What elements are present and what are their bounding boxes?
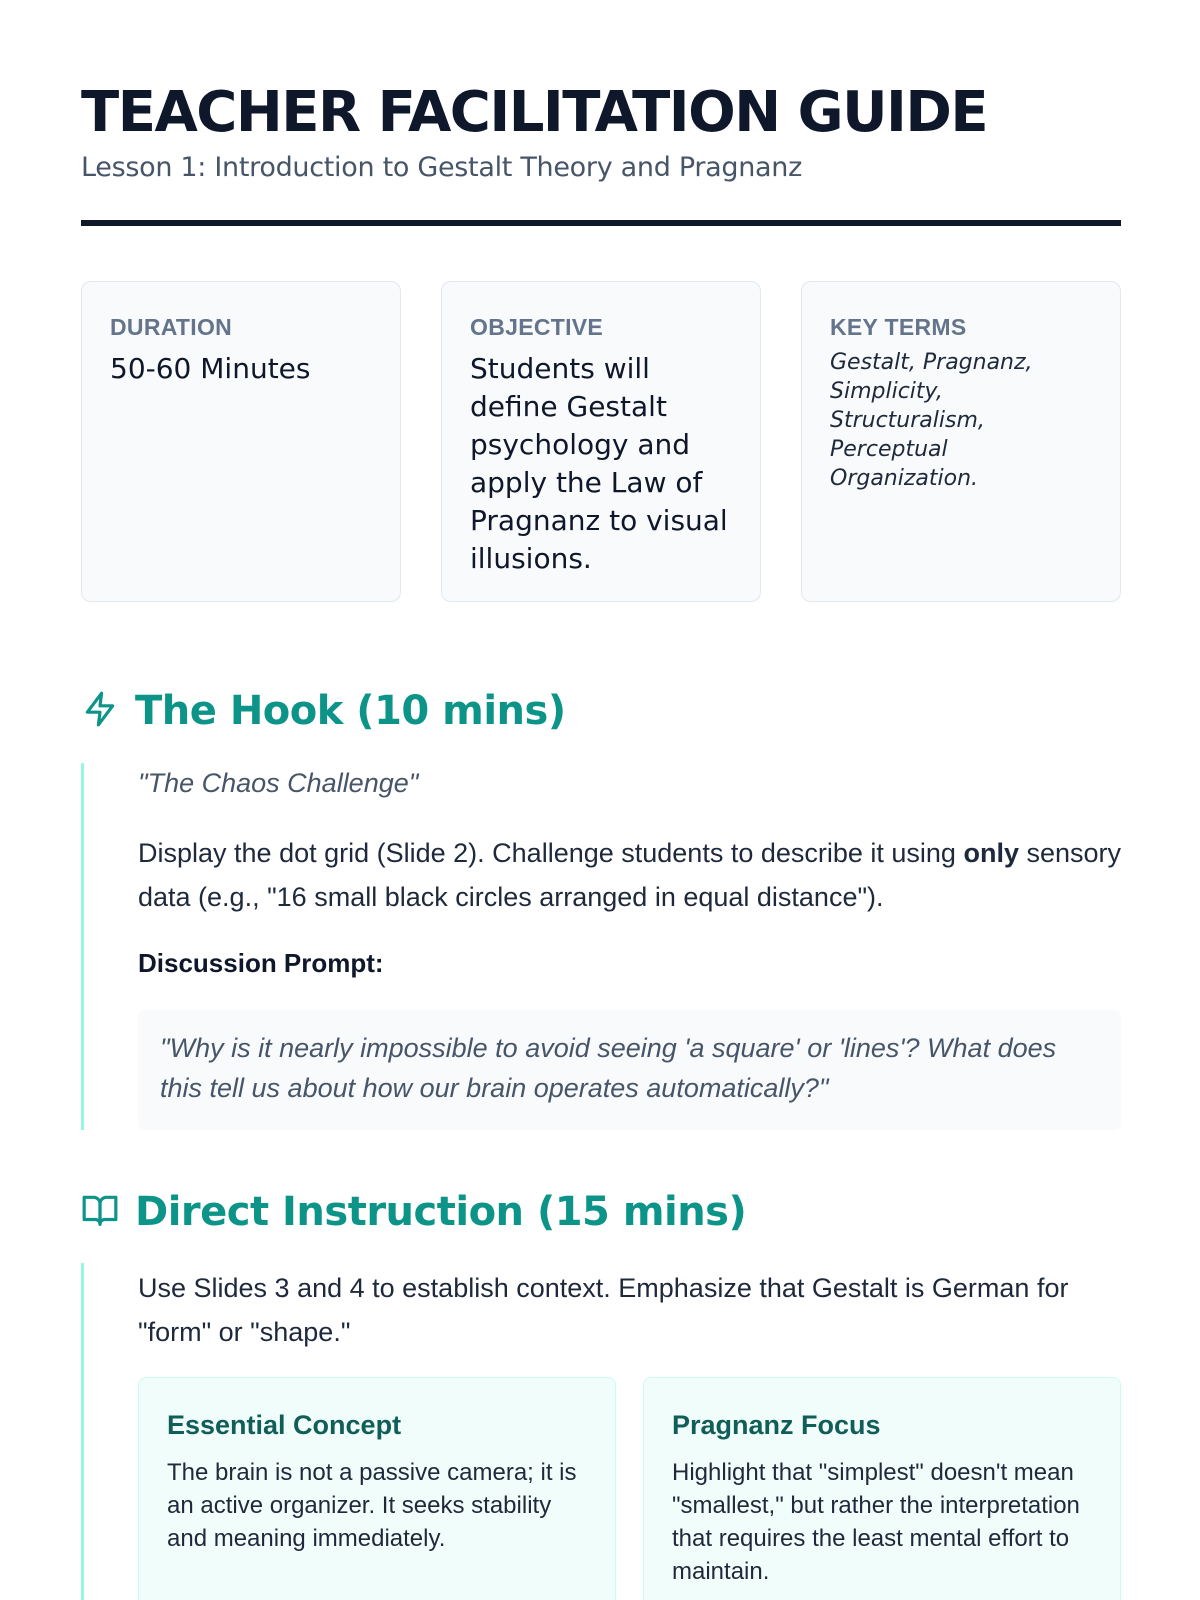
key-terms-card: [801, 281, 1121, 602]
essential-concept-title: Essential Concept: [167, 1410, 402, 1440]
pragnanz-focus-card: [643, 1377, 1121, 1600]
hook-activity-name: "The Chaos Challenge": [138, 768, 419, 798]
objective-label: OBJECTIVE: [470, 314, 604, 340]
hook-instruction: [138, 831, 1128, 919]
hook-accent-bar: [81, 763, 84, 1130]
objective-card: [441, 281, 761, 602]
page-subtitle: Lesson 1: Introduction to Gestalt Theory and Pragnanz: [81, 152, 802, 183]
discussion-prompt-text: "Why is it nearly impossible to avoid seeing 'a square' or 'lines'? What does this tell us about how our brain operates automatically?": [160, 1033, 1057, 1103]
header-divider: [81, 220, 1121, 226]
discussion-prompt-box: [138, 1010, 1121, 1130]
lightning-bolt-icon: [81, 690, 135, 733]
pragnanz-focus-title: Pragnanz Focus: [672, 1410, 881, 1440]
pragnanz-focus-text: Highlight that "simplest" doesn't mean "smallest," but rather the interpretation that requires the least mental effort to maintain.: [672, 1459, 1080, 1585]
page-title: TEACHER FACILITATION GUIDE: [81, 80, 988, 145]
key-terms-label: KEY TERMS: [830, 314, 967, 340]
objective-value: Students will define Gestalt psychology and apply the Law of Pragnanz to visual illusions.: [470, 352, 728, 575]
instruction-title: Direct Instruction (15 mins): [135, 1189, 747, 1235]
hook-instruction-emphasis: only: [963, 838, 1019, 868]
hook-title: The Hook (10 mins): [135, 688, 566, 734]
duration-card: [81, 281, 401, 602]
instruction-accent-bar: [81, 1263, 84, 1600]
hook-instruction-start: Display the dot grid (Slide 2). Challenge students to describe it using: [138, 838, 964, 868]
instruction-section-heading: [81, 1189, 746, 1235]
essential-concept-text: The brain is not a passive camera; it is an active organizer. It seeks stability and meaning immediately.: [167, 1459, 577, 1552]
hook-instruction-end: sensory data (e.g., "16 small black circles arranged in equal distance").: [138, 838, 1122, 912]
discussion-prompt-label: Discussion Prompt:: [138, 948, 384, 978]
duration-value: 50-60 Minutes: [110, 352, 311, 385]
instruction-intro: Use Slides 3 and 4 to establish context. Emphasize that Gestalt is German for "form" or "shape.": [138, 1273, 1069, 1347]
key-terms-value: Gestalt, Pragnanz, Simplicity, Structuralism, Perceptual Organization.: [830, 350, 1033, 491]
open-book-icon: [81, 1191, 135, 1234]
hook-section-heading: [81, 688, 566, 734]
essential-concept-card: [138, 1377, 616, 1600]
duration-label: DURATION: [110, 314, 233, 340]
